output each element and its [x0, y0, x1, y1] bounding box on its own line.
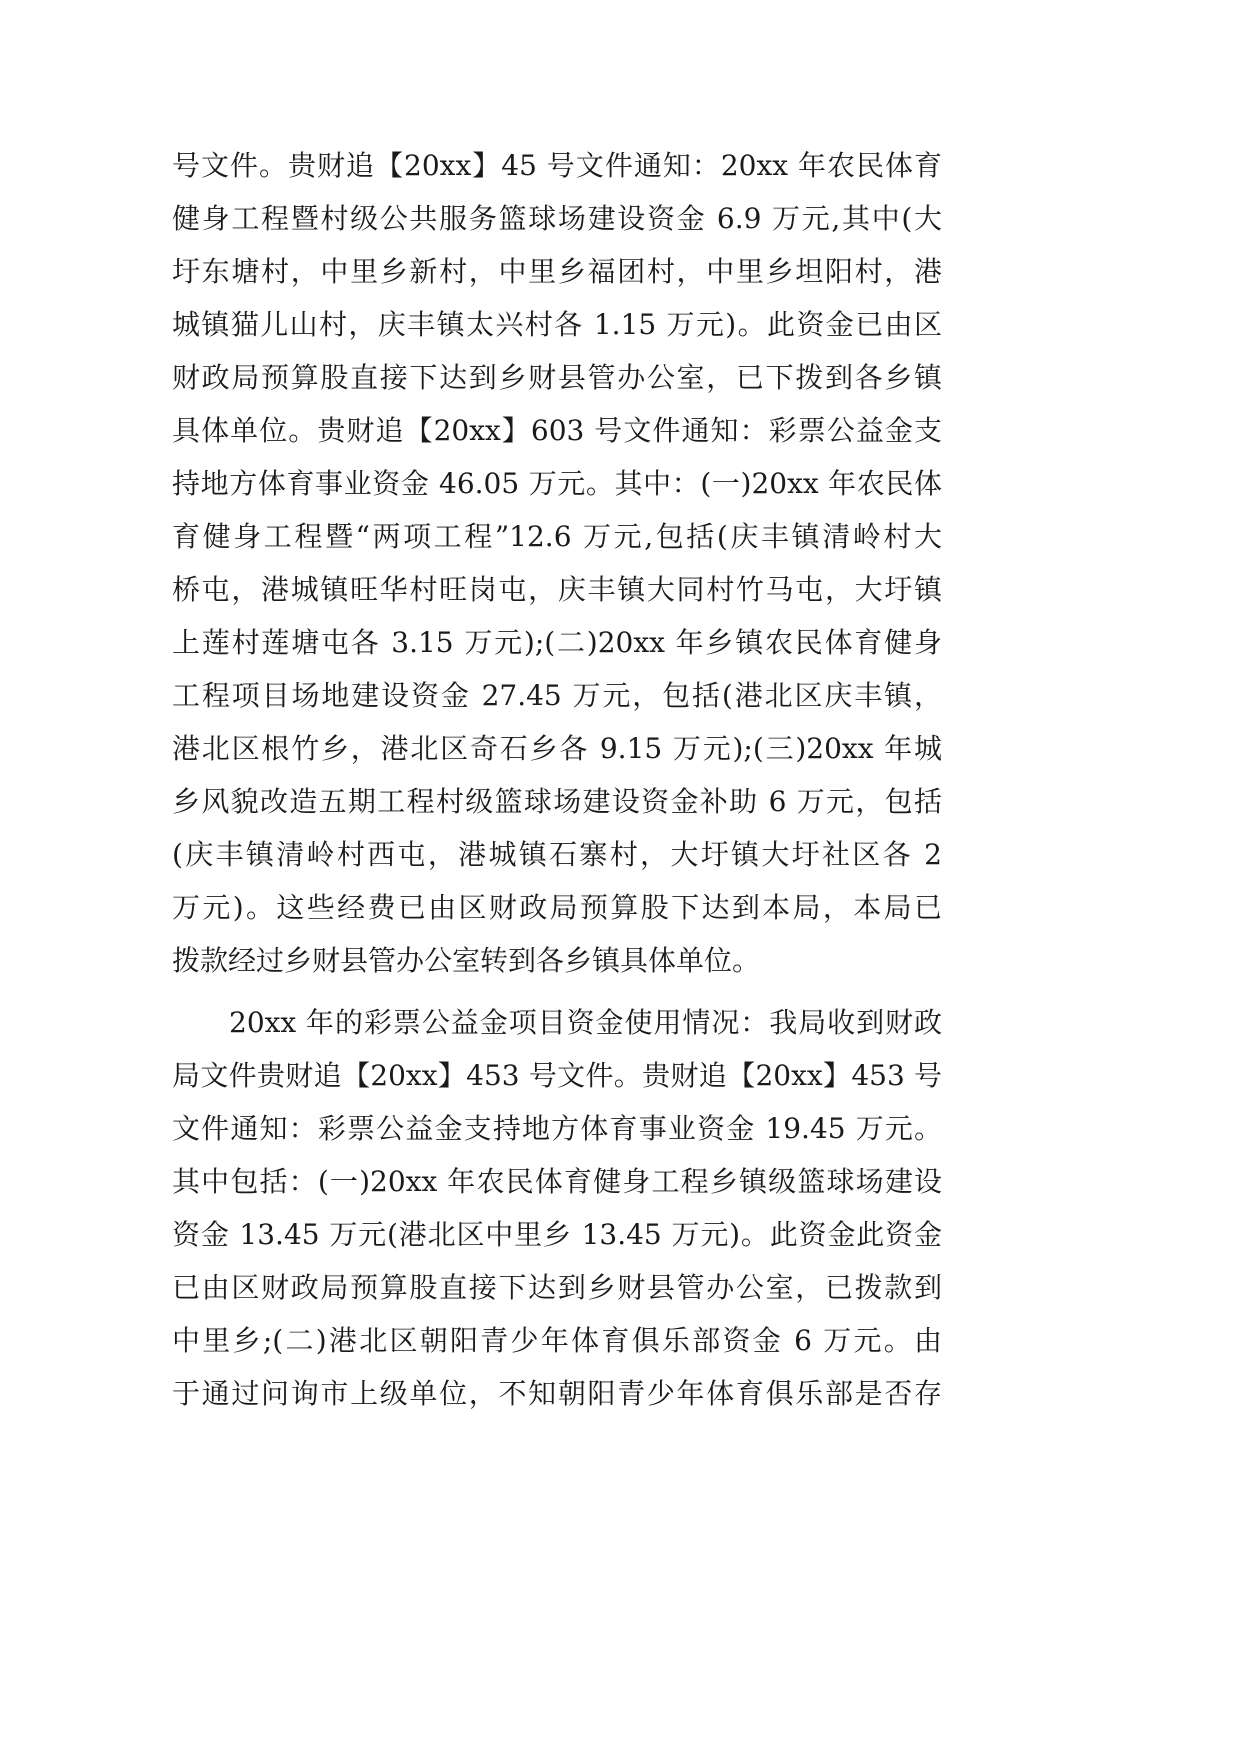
text-line: 万元)。这些经费已由区财政局预算股下达到本局，本局已 [172, 891, 942, 924]
text-line: (庆丰镇清岭村西屯，港城镇石寨村，大圩镇大圩社区各 2 [172, 838, 942, 871]
text-line: 港北区根竹乡，港北区奇石乡各 9.15 万元);(三)20xx 年城 [172, 732, 942, 765]
text-line: 中里乡;(二)港北区朝阳青少年体育俱乐部资金 6 万元。由 [172, 1324, 942, 1357]
text-line: 局文件贵财追【20xx】453 号文件。贵财追【20xx】453 号 [172, 1059, 942, 1092]
text-line: 育健身工程暨“两项工程”12.6 万元,包括(庆丰镇清岭村大 [172, 520, 942, 553]
text-line: 20xx 年的彩票公益金项目资金使用情况：我局收到财政 [229, 1006, 942, 1039]
text-line: 已由区财政局预算股直接下达到乡财县管办公室，已拨款到 [172, 1271, 942, 1304]
paragraph [172, 139, 942, 987]
text-line: 桥屯，港城镇旺华村旺岗屯，庆丰镇大同村竹马屯，大圩镇 [172, 573, 942, 606]
text-line: 其中包括：(一)20xx 年农民体育健身工程乡镇级篮球场建设 [172, 1165, 942, 1198]
paragraph [172, 996, 942, 1420]
text-line: 圩东塘村，中里乡新村，中里乡福团村，中里乡坦阳村，港 [172, 255, 942, 288]
document-body [172, 139, 942, 1420]
text-line: 拨款经过乡财县管办公室转到各乡镇具体单位。 [172, 944, 761, 977]
text-line: 文件通知：彩票公益金支持地方体育事业资金 19.45 万元。 [172, 1112, 942, 1145]
text-line: 城镇猫儿山村，庆丰镇太兴村各 1.15 万元)。此资金已由区 [172, 308, 942, 341]
text-line: 资金 13.45 万元(港北区中里乡 13.45 万元)。此资金此资金 [172, 1218, 942, 1251]
text-line: 具体单位。贵财追【20xx】603 号文件通知：彩票公益金支 [172, 414, 942, 447]
text-line: 于通过问询市上级单位，不知朝阳青少年体育俱乐部是否存 [172, 1377, 942, 1410]
text-line: 财政局预算股直接下达到乡财县管办公室，已下拨到各乡镇 [172, 361, 942, 394]
text-line: 健身工程暨村级公共服务篮球场建设资金 6.9 万元,其中(大 [172, 202, 942, 235]
text-line: 持地方体育事业资金 46.05 万元。其中：(一)20xx 年农民体 [172, 467, 942, 500]
text-line: 工程项目场地建设资金 27.45 万元，包括(港北区庆丰镇， [172, 679, 942, 712]
text-line: 号文件。贵财追【20xx】45 号文件通知：20xx 年农民体育 [172, 149, 942, 182]
text-line: 上莲村莲塘屯各 3.15 万元);(二)20xx 年乡镇农民体育健身 [172, 626, 942, 659]
text-line: 乡风貌改造五期工程村级篮球场建设资金补助 6 万元，包括 [172, 785, 942, 818]
